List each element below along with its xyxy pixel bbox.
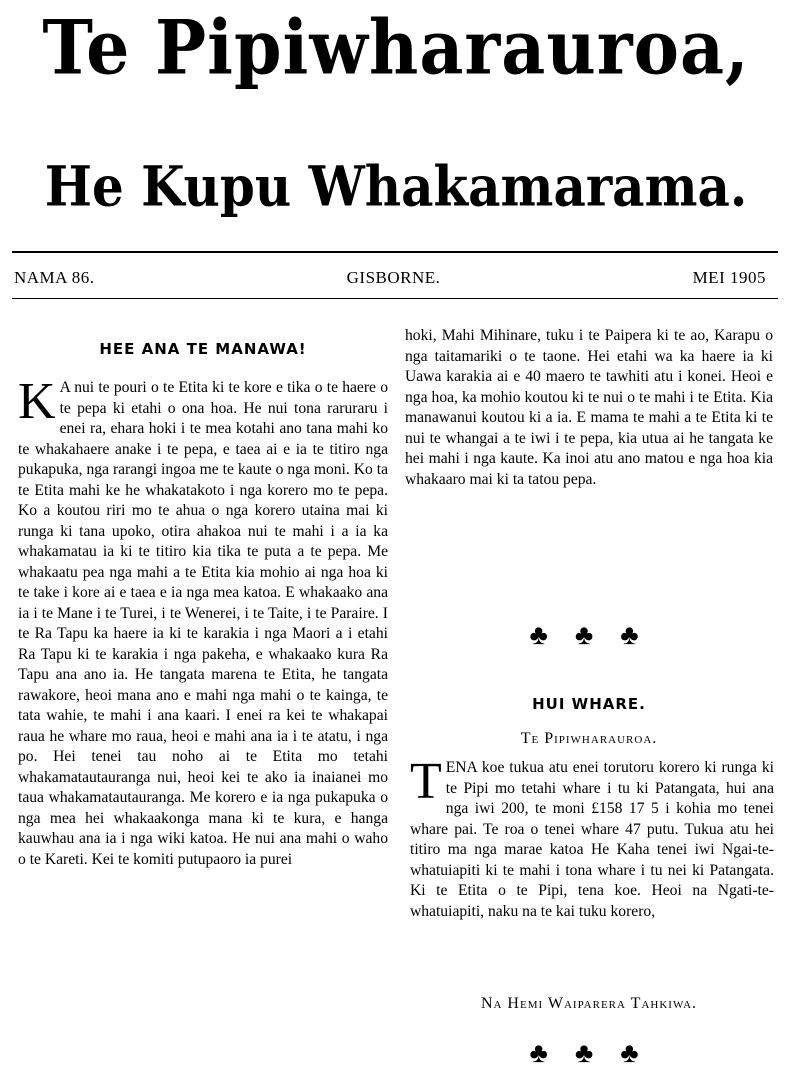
- newspaper-title: Te Pipiwharauroa,: [42, 3, 750, 92]
- issue-number: NAMA 86.: [14, 268, 95, 287]
- article2-dropcap: T: [410, 753, 442, 810]
- ornament-clubs: ♣ ♣ ♣: [529, 620, 649, 651]
- issue-bar: [14, 268, 766, 288]
- article1-dropcap: K: [18, 373, 56, 430]
- top-rule: [12, 251, 778, 253]
- article1-paragraph: [18, 373, 388, 870]
- article2-paragraph: [410, 753, 774, 922]
- article1-heading: HEE ANA TE MANAWA!: [99, 340, 307, 358]
- article2-signature: Na Hemi Waiparera Tahkiwa.: [480, 995, 698, 1012]
- article1-continued: [405, 326, 773, 490]
- newspaper-subtitle: He Kupu Whakamarama.: [44, 154, 748, 219]
- article2-heading: HUI WHARE.: [532, 695, 646, 713]
- ornament-clubs-bottom: ♣ ♣ ♣: [529, 1038, 649, 1069]
- article1-body: [18, 373, 388, 870]
- issue-date: MEI 1905: [692, 268, 766, 287]
- article2-text: ENA koe tukua atu enei torutoru korero ki runga ki te Pipi mo tetahi whare i tu ki Patangata, hui ana nga iwi 200, te moni £158 17 5 i kohia mo tenei whare pai. Te roa o tenei whare 47 putu. Tukua atu hei titiro ma nga marae katoa He Kaha tenei iwi Ngai-te-whatuiapiti ki te mahi i tona whare i tu nei ki Patangata. Ki te Etita o te Pipi, tena koe. Heoi na Ngati-te-whatuiapiti, naku na te kai tuku korero,: [410, 759, 774, 920]
- article2-addressee: Te Pipiwharauroa.: [520, 730, 658, 747]
- article1-text: A nui te pouri o te Etita ki te kore e tika o te haere o te pepa ki etahi o ona hoa. He nui tona raruraru i enei ra, ehara hoki i te mea kotahi ano tana mahi ko te whakahaere anake i te pepa, e taea ai e ia te titiro nga pukapuka, nga rarangi ingoa me te kaute o nga moni. Ko ta te Etita mahi ke he whakatakoto i nga korero mo te pepa. Ko a koutou riri mo te ahua o nga korero utaina mai ki runga ki tana upoko, otira ahakoa nui te mahi i a ia ka whakamatau ia ki te titiro kia tika te puta a te pepa. Me whakaatu pea nga mahi a te Etita kia mohio ai nga hoa ki te take i kore ai e taea e ia nga mea katoa. E whakaako ana ia i te Mane i te Turei, i te Wenerei, i te Taite, i te Paraire. I te Ra Tapu ka haere ia ki te karakia i nga Maori a i etahi Ra Tapu ki te karakia i nga pakeha, e whakaako kura Ra Tapu ana ano ia. He tangata marena te Etita, he tangata rawakore, heoi mana ano e mahi nga mahi o te kainga, te tata wahie, te mahi i ana kaari. I enei ra kei te whakapai raua he whare mo raua, heoi e mahi ana ia i te atatu, i nga po. Hei tenei tau noho ai te Etita mo tetahi whakamatautauranga nui, heoi kei te ako ia inaianei mo taua whakamatautauranga. Me korero e ia nga pukapuka o nga mea hei whakaakonga mana ki te kura, e hanga kauwhau ana ia i nga wiki katoa. He nui ana mahi o waho o te Kareti. Kei te komiti putupaoro ia purei: [18, 379, 388, 868]
- article1-continued-text: hoki, Mahi Mihinare, tuku i te Paipera ki te ao, Karapu o nga taitamariki o te taone. Hei etahi wa ka haere ia ki Uawa karakia ai e 40 maero te tawhiti atu i konei. Heoi e nga hoa, ka mohio koutou ki te nui o te mahi i te Etita. Kia manawanui koutou ki a ia. E mama te mahi a te Etita ki te nui te whangai a te iwi i te pepa, kia utua ai he tangata ke hei mahi i nga kaute. Ka inoi atu ano matou e nga hoa kia whakaaro mai ki ta tatou pepa.: [405, 327, 773, 488]
- article2-body: [410, 753, 774, 922]
- bottom-rule: [12, 298, 778, 299]
- issue-place: GISBORNE.: [346, 268, 441, 287]
